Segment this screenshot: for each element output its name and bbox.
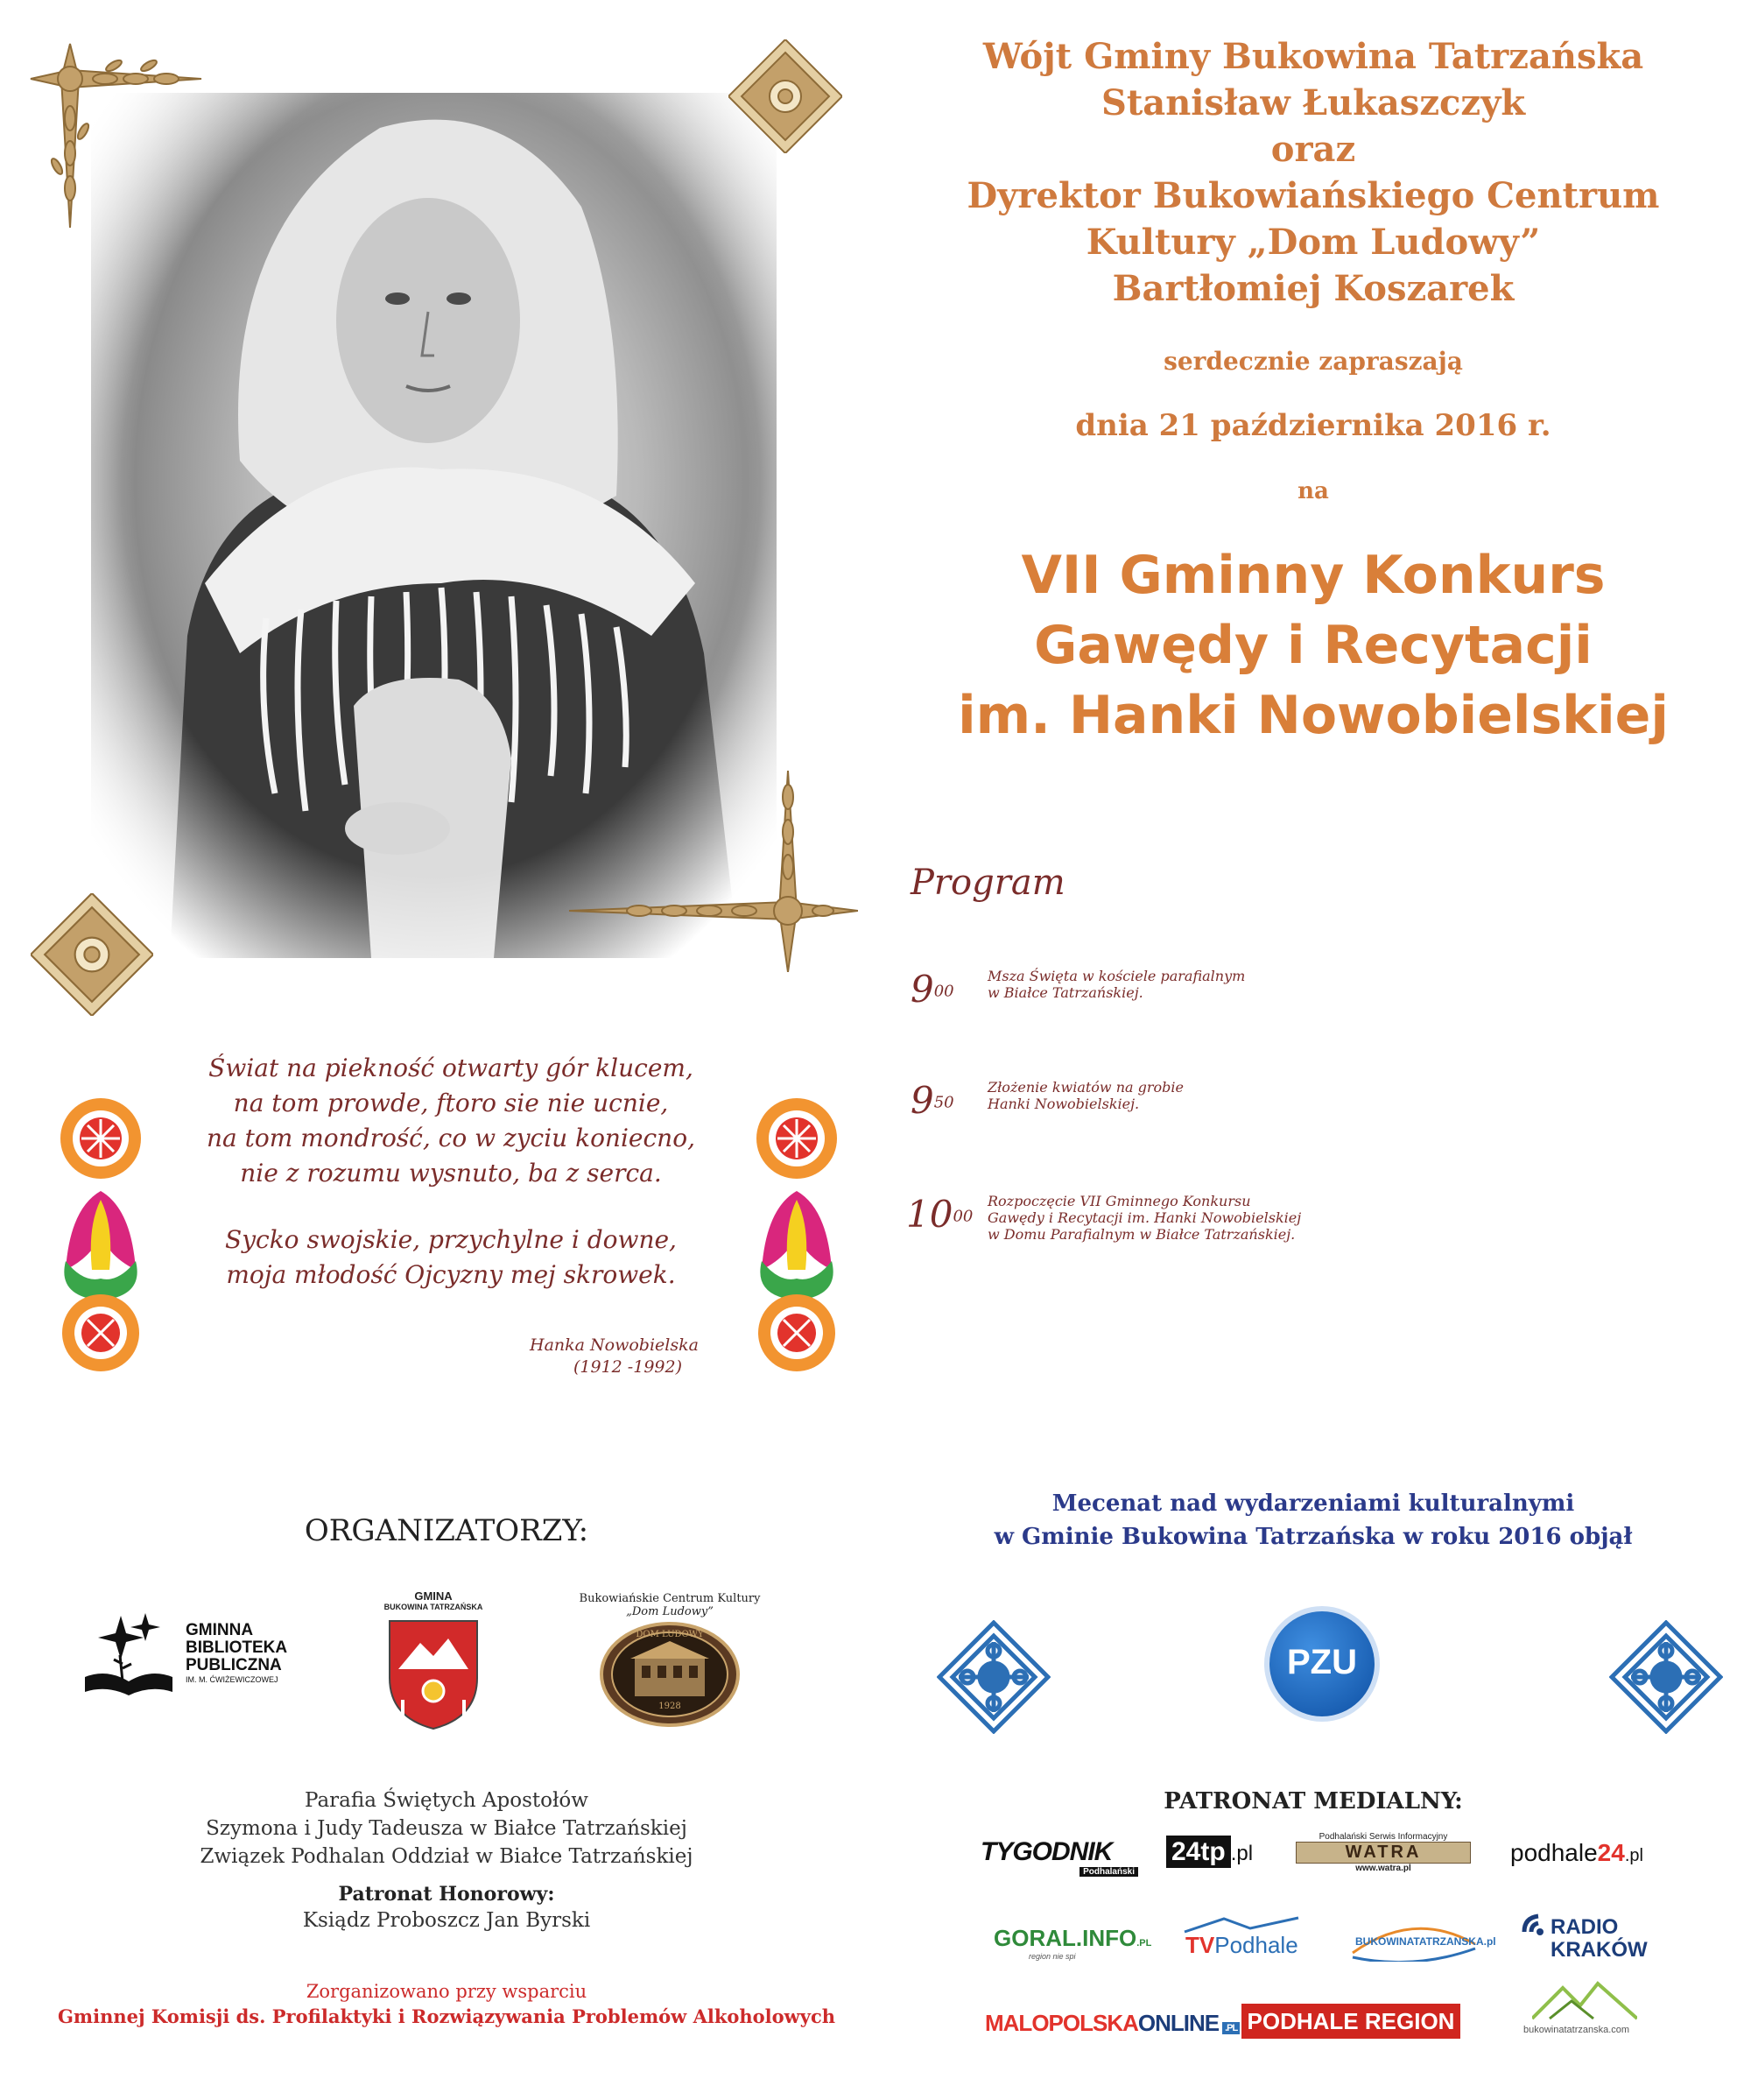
program-item-2-minutes: 50 [933, 1093, 954, 1112]
library-l2: BIBLIOTEKA [186, 1638, 288, 1657]
radio-krakow-logo [1519, 1909, 1659, 1970]
bukowinacom-text: bukowinatatrzanska.com [1523, 2025, 1630, 2035]
pzu-logo-text: PZU [1287, 1643, 1357, 1681]
gold-diamond-ornament-top-right-icon [728, 39, 842, 153]
gmina-shield-icon [385, 1617, 482, 1730]
bck-l1: Bukowiańskie Centrum Kultury [579, 1592, 761, 1605]
program-item-3-line2: Gawędy i Recytacji im. Hanki Nowobielskiej [988, 1209, 1302, 1226]
tvpodhale-mountain-icon [1180, 1916, 1303, 1934]
goral-text: GORAL.INFO [994, 1925, 1137, 1951]
header-invite: serdecznie zapraszają [1164, 347, 1463, 376]
support-line2: Gminnej Komisji ds. Profilaktyki i Rozwiązywania Problemów Alkoholowych [57, 2005, 835, 2027]
poem-line-6: moja młodość Ojcyzny mej skrowek. [226, 1260, 676, 1289]
bukowinatatrzanska-pl-logo [1348, 1918, 1496, 1967]
watra-text: WATRA [1296, 1842, 1471, 1864]
organizers-heading: ORGANIZATORZY: [304, 1513, 589, 1548]
library-l4: IM. M. ĆWIŻEWICZOWEJ [186, 1675, 278, 1684]
header-director: Dyrektor Bukowiańskiego Centrum [967, 175, 1660, 216]
bukowina-text: BUKOWINATATRZANSKA.pl [1355, 1935, 1496, 1948]
honorary-label: Patronat Honorowy: [338, 1883, 555, 1906]
gmina-l1: GMINA [414, 1589, 453, 1603]
bukowinatatrzanska-com-logo [1523, 1979, 1655, 2049]
program-item-3-line3: w Domu Parafialnym w Białce Tatrzańskiej. [988, 1226, 1296, 1243]
program-item-1-minutes: 00 [933, 982, 954, 1001]
honorary-name: Ksiądz Proboszcz Jan Byrski [302, 1909, 591, 1932]
blue-folk-ornament-left-icon [937, 1620, 1051, 1734]
24tp-logo [1166, 1837, 1271, 1876]
program-item-2 [911, 1079, 954, 1122]
pzu-logo [1269, 1611, 1375, 1716]
program-item-2-hour: 9 [911, 1079, 934, 1122]
program-item-2-line1: Złożenie kwiatów na grobie [988, 1079, 1184, 1096]
mountains-icon [1532, 1979, 1637, 2023]
dom-ludowy-logo [560, 1592, 779, 1741]
tygodnik-logo [981, 1837, 1138, 1881]
podhale24-c: .pl [1624, 1846, 1643, 1865]
podhale-region-logo: PODHALE REGION [1241, 2004, 1460, 2039]
tygodnik-text: TYGODNIK [981, 1837, 1113, 1866]
sponsor-line2: w Gminie Bukowina Tatrzańska w roku 2016 objął [994, 1524, 1633, 1550]
event-title-line1: VII Gminny Konkurs [1021, 545, 1606, 606]
program-item-2-line2: Hanki Nowobielskiej. [988, 1096, 1140, 1112]
podhale24-b: 24 [1597, 1839, 1625, 1866]
program-item-3-desc [988, 1193, 1301, 1243]
gold-ornament-bottom-right-icon [569, 771, 858, 972]
radio-l2: KRAKÓW [1551, 1938, 1648, 1962]
poem-author: Hanka Nowobielska [530, 1335, 699, 1355]
goral-info-logo [994, 1925, 1152, 1977]
poem-line-2: na tom prowde, ftoro sie nie ucnie, [233, 1089, 669, 1117]
tygodnik-sub: Podhalański [1079, 1867, 1138, 1877]
poem [179, 1051, 722, 1293]
event-title [876, 540, 1751, 751]
blue-folk-ornament-right-icon [1609, 1620, 1723, 1734]
library-book-icon [81, 1611, 177, 1699]
program-item-1-line1: Msza Święta w kościele parafialnym [988, 968, 1246, 984]
event-title-line2: Gawędy i Recytacji [1034, 615, 1593, 676]
program-item-1-desc [988, 968, 1245, 1001]
event-title-line3: im. Hanki Nowobielskiej [958, 685, 1669, 746]
dom-ludowy-year: 1928 [658, 1702, 681, 1711]
header-wojt-name: Stanisław Łukaszczyk [1101, 82, 1526, 123]
gmina-crest-logo [368, 1589, 499, 1738]
header-date: dnia 21 października 2016 r. [1075, 408, 1551, 443]
organizers-other-2: Szymona i Judy Tadeusza w Białce Tatrzańskiej [206, 1817, 687, 1840]
library-l3: PUBLICZNA [186, 1656, 282, 1674]
bck-l2: „Dom Ludowy” [626, 1605, 714, 1618]
folk-flower-right-icon [749, 1095, 845, 1375]
program-item-3-line1: Rozpoczęcie VII Gminnego Konkursu [988, 1193, 1251, 1209]
podhale24-a: podhale [1510, 1839, 1598, 1866]
program-item-1-line2: w Białce Tatrzańskiej. [988, 984, 1143, 1001]
sponsor-line1: Mecenat nad wydarzeniami kulturalnymi [1051, 1490, 1575, 1517]
radio-l1: RADIO [1551, 1915, 1619, 1939]
tvpodhale-logo [1180, 1916, 1303, 1965]
gmina-l2: BUKOWINA TATRZAŃSKA [383, 1603, 483, 1611]
watra-top: Podhalański Serwis Informacyjny [1319, 1832, 1448, 1842]
goral-suffix: .PL [1136, 1938, 1152, 1948]
header-director-2: Kultury „Dom Ludowy” [1086, 222, 1541, 263]
organizers-other-3: Związek Podhalan Oddział w Białce Tatrzańskiej [200, 1845, 693, 1868]
header-oraz: oraz [1270, 129, 1356, 170]
watra-logo [1296, 1832, 1471, 1885]
program-item-3-minutes: 00 [953, 1207, 974, 1226]
poem-line-4: nie z rozumu wysnuto, ba z serca. [240, 1159, 662, 1187]
goral-sub: region nie spi [1029, 1952, 1076, 1961]
program-heading: Program [911, 863, 1065, 903]
organizers-others [175, 1786, 718, 1871]
program-item-3-hour: 10 [906, 1193, 953, 1236]
24tp-suffix: .pl [1230, 1842, 1254, 1865]
support-line1: Zorganizowano przy wsparciu [306, 1981, 587, 2002]
folk-flower-left-icon [53, 1095, 149, 1375]
library-l1: GMINNA [186, 1621, 254, 1639]
podhale24-logo [1510, 1839, 1668, 1878]
poem-line-5: Sycko swojskie, przychylne i downe, [225, 1225, 677, 1254]
library-logo [81, 1611, 308, 1699]
malopolska-online-logo [985, 2010, 1238, 2048]
malopolska-a: MALOPOLSKA [985, 2010, 1138, 2036]
header-na: na [1297, 478, 1329, 504]
24tp-text: 24tp [1166, 1836, 1231, 1868]
gold-diamond-ornament-bottom-left-icon [31, 893, 153, 1016]
header-wojt: Wójt Gminy Bukowina Tatrzańska [982, 36, 1644, 77]
malopolska-c: .PL [1222, 2022, 1240, 2034]
organizers-other-1: Parafia Świętych Apostołów [305, 1789, 588, 1812]
gold-ornament-top-left-icon [26, 26, 210, 236]
poem-years: (1912 -1992) [573, 1357, 682, 1377]
program-item-1 [911, 968, 954, 1011]
tvpodhale-a: TV [1185, 1932, 1215, 1958]
sponsor-text [876, 1487, 1751, 1554]
dom-ludowy-building-icon [600, 1622, 740, 1727]
dom-ludowy-sign: DOM LUDOWY [636, 1630, 704, 1639]
poem-line-3: na tom mondrość, co w zyciu koniecno, [207, 1124, 695, 1152]
header-director-name: Bartłomiej Koszarek [1112, 268, 1515, 309]
radio-waves-icon [1519, 1911, 1554, 1937]
malopolska-b: ONLINE [1137, 2010, 1220, 2036]
watra-url: www.watra.pl [1355, 1864, 1411, 1873]
program-item-3 [906, 1193, 973, 1236]
media-heading: PATRONAT MEDIALNY: [1164, 1788, 1463, 1815]
poem-line-1: Świat na piekność otwarty gór klucem, [208, 1054, 693, 1082]
program-item-1-hour: 9 [911, 968, 934, 1011]
tvpodhale-b: Podhale [1214, 1932, 1298, 1958]
program-item-2-desc [988, 1079, 1184, 1112]
